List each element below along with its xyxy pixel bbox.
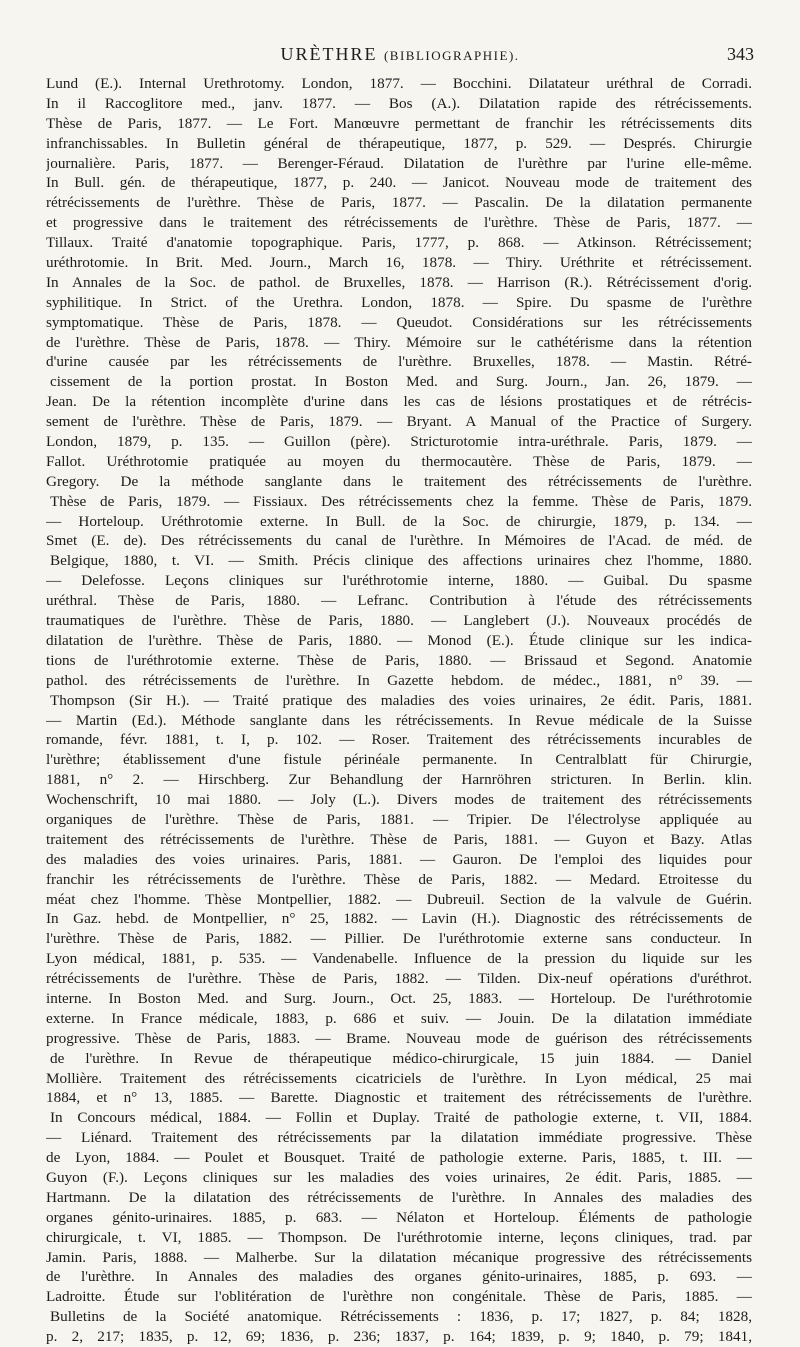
text-line: méat chez l'homme. Thèse Montpellier, 1882. — Dubreuil. Section de la valvule de Guérin. xyxy=(46,890,752,908)
text-line: Jamin. Paris, 1888. — Malherbe. Sur la dilatation mécanique progressive des rétrécissements xyxy=(46,1248,752,1266)
text-line: des maladies des voies urinaires. Paris, 1881. — Gauron. De l'emploi des liquides pour xyxy=(46,850,752,868)
page-number: 343 xyxy=(727,44,754,64)
text-line: Lyon médical, 1881, p. 535. — Vandenabelle. Influence de la pression du liquide sur les xyxy=(46,950,752,968)
text-line: In il Raccoglitore med., janv. 1877. — Bos (A.). Dilatation rapide des rétrécissements. xyxy=(46,94,752,112)
text-line: traitement des rétrécissements de l'urèthre. Thèse de Paris, 1881. — Guyon et Bazy. Atlas xyxy=(46,830,752,848)
text-line: 1884, et n° 13, 1885. — Barette. Diagnostic et traitement des rétrécissements de l'urèthre. xyxy=(46,1089,752,1107)
text-line: 1881, n° 2. — Hirschberg. Zur Behandlung der Harnröhren stricturen. In Berlin. klin. xyxy=(46,771,752,789)
text-line: In Bull. gén. de thérapeutique, 1877, p. 240. — Janicot. Nouveau mode de traitement des xyxy=(46,174,752,192)
text-line: uréthrotomie. In Brit. Med. Journ., March 16, 1878. — Thiry. Uréthrite et rétrécissement. xyxy=(46,254,752,272)
text-line: progressive. Thèse de Paris, 1883. — Brame. Nouveau mode de guérison des rétrécissements xyxy=(46,1029,752,1047)
text-line: pathol. des rétrécissements de l'urèthre. In Gazette hebdom. de médec., 1881, n° 39. — xyxy=(46,671,752,689)
text-line: l'urèthre; établissement d'une fistule périnéale permanente. In Centralblatt für Chirurgie, xyxy=(46,751,752,769)
text-line: traumatiques de l'urèthre. Thèse de Paris, 1880. — Langlebert (J.). Nouveaux procédés de xyxy=(46,612,752,630)
text-line: franchir les rétrécissements de l'urèthre. Thèse de Paris, 1882. — Medard. Etroitesse du xyxy=(46,870,752,888)
text-line: Smet (E. de). Des rétrécissements du canal de l'urèthre. In Mémoires de l'Acad. de méd. de xyxy=(46,532,752,550)
text-line: Jean. De la rétention incomplète d'urine dans les cas de lésions prostatiques et de rétrécis- xyxy=(46,393,752,411)
text-line: externe. In France médicale, 1883, p. 686 et suiv. — Jouin. De la dilatation immédiate xyxy=(46,1009,752,1027)
text-line: chirurgicale, t. VI, 1885. — Thompson. De l'uréthrotomie interne, leçons cliniques, trad. par xyxy=(46,1228,752,1246)
text-line: l'urèthre. Thèse de Paris, 1882. — Pillier. De l'uréthrotomie externe sans conducteur. In xyxy=(46,930,752,948)
text-line: — Martin (Ed.). Méthode sanglante dans les rétrécissements. In Revue médicale de la Suisse xyxy=(46,711,752,729)
text-line: syphilitique. In Strict. of the Urethra. London, 1878. — Spire. Du spasme de l'urèthre xyxy=(46,293,752,311)
text-line: Ladroitte. Étude sur l'oblitération de l'urèthre non congénitale. Thèse de Paris, 1885. — xyxy=(46,1288,752,1306)
text-line: romande, févr. 1881, t. I, p. 102. — Roser. Traitement des rétrécissements incurables de xyxy=(46,731,752,749)
text-line: et progressive dans le traitement des rétrécissements de l'urèthre. Thèse de Paris, 1877. — xyxy=(46,214,752,232)
text-line: Lund (E.). Internal Urethrotomy. London, 1877. — Bocchini. Dilatateur uréthral de Corradi. xyxy=(46,75,752,92)
text-line: sement de l'urèthre. Thèse de Paris, 1879. — Bryant. A Manual of the Practice of Surgery. xyxy=(46,413,752,431)
running-title-main: URÈTHRE xyxy=(280,44,378,64)
running-title xyxy=(46,44,754,65)
text-line: rétrécissements de l'urèthre. Thèse de Paris, 1882. — Tilden. Dix-neuf opérations d'uréthrot. xyxy=(46,970,752,988)
running-title-sub: (BIBLIOGRAPHIE). xyxy=(383,48,520,63)
text-line: infranchissables. In Bulletin général de thérapeutique, 1877, p. 529. — Després. Chirurgie xyxy=(46,134,752,152)
text-line: Belgique, 1880, t. VI. — Smith. Précis clinique des affections urinaires chez l'homme, 1880. xyxy=(50,552,752,570)
text-line: Guyon (F.). Leçons cliniques sur les maladies des voies urinaires, 2e édit. Paris, 1885. — xyxy=(46,1168,752,1186)
text-line: In Annales de la Soc. de pathol. de Bruxelles, 1878. — Harrison (R.). Rétrécissement d'orig. xyxy=(46,273,752,291)
text-line: Thèse de Paris, 1877. — Le Fort. Manœuvre permettant de franchir les rétrécissements dits xyxy=(46,114,752,132)
text-line: Bulletins de la Société anatomique. Rétrécissements : 1836, p. 17; 1827, p. 84; 1828, xyxy=(50,1308,752,1326)
text-line: rétrécissements de l'urèthre. Thèse de Paris, 1877. — Pascalin. De la dilatation permanente xyxy=(46,194,752,212)
text-line: tions de l'uréthrotomie externe. Thèse de Paris, 1880. — Brissaud et Segond. Anatomie xyxy=(46,651,752,669)
text-line: In Concours médical, 1884. — Follin et Duplay. Traité de pathologie externe, t. VII, 1884. xyxy=(50,1109,752,1127)
text-line: — Horteloup. Uréthrotomie externe. In Bull. de la Soc. de chirurgie, 1879, p. 134. — xyxy=(46,512,752,530)
text-line: de Lyon, 1884. — Poulet et Bousquet. Traité de pathologie externe. Paris, 1885, t. III. — xyxy=(46,1149,752,1167)
text-line: dilatation de l'urèthre. Thèse de Paris, 1880. — Monod (E.). Étude clinique sur les indica- xyxy=(46,631,752,649)
text-line: de l'urèthre. Thèse de Paris, 1878. — Thiry. Mémoire sur le cathétérisme dans la rétention xyxy=(46,333,752,351)
bibliography-text xyxy=(46,74,752,1347)
text-line: uréthral. Thèse de Paris, 1880. — Lefranc. Contribution à l'étude des rétrécissements xyxy=(46,592,752,610)
text-line: symptomatique. Thèse de Paris, 1878. — Queudot. Considérations sur les rétrécissements xyxy=(46,313,752,331)
page-header xyxy=(46,40,754,70)
text-line: Mollière. Traitement des rétrécissements cicatriciels de l'urèthre. In Lyon médical, 25 mai xyxy=(46,1069,752,1087)
text-line: de l'urèthre. In Revue de thérapeutique médico-chirurgicale, 15 juin 1884. — Daniel xyxy=(50,1049,752,1067)
text-line: In Gaz. hebd. de Montpellier, n° 25, 1882. — Lavin (H.). Diagnostic des rétrécissements de xyxy=(46,910,752,928)
text-line: Gregory. De la méthode sanglante dans le traitement des rétrécissements de l'urèthre. xyxy=(46,472,752,490)
text-line: — Liénard. Traitement des rétrécissements par la dilatation immédiate progressive. Thèse xyxy=(46,1129,752,1147)
text-line: d'urine causée par les rétrécissements de l'urèthre. Bruxelles, 1878. — Mastin. Rétré- xyxy=(46,353,752,371)
text-line: organes génito-urinaires. 1885, p. 683. — Nélaton et Horteloup. Éléments de pathologie xyxy=(46,1208,752,1226)
text-line: Hartmann. De la dilatation des rétrécissements de l'urèthre. In Annales des maladies des xyxy=(46,1188,752,1206)
text-line: cissement de la portion prostat. In Boston Med. and Surg. Journ., Jan. 26, 1879. — xyxy=(50,373,752,391)
text-line: p. 2, 217; 1835, p. 12, 69; 1836, p. 236; 1837, p. 164; 1839, p. 9; 1840, p. 79; 1841, xyxy=(46,1328,752,1346)
text-line: Thèse de Paris, 1879. — Fissiaux. Des rétrécissements chez la femme. Thèse de Paris, 1879. xyxy=(50,492,752,510)
text-line: London, 1879, p. 135. — Guillon (père). Stricturotomie intra-uréthrale. Paris, 1879. — xyxy=(46,433,752,451)
text-line: Fallot. Uréthrotomie pratiquée au moyen du thermocautère. Thèse de Paris, 1879. — xyxy=(46,452,752,470)
text-line: — Delefosse. Leçons cliniques sur l'uréthrotomie interne, 1880. — Guibal. Du spasme xyxy=(46,572,752,590)
text-line: journalière. Paris, 1877. — Berenger-Féraud. Dilatation de l'urèthre par l'urine elle-même. xyxy=(46,154,752,172)
text-line: interne. In Boston Med. and Surg. Journ., Oct. 25, 1883. — Horteloup. De l'uréthrotomie xyxy=(46,989,752,1007)
text-line: Wochenschrift, 10 mai 1880. — Joly (L.). Divers modes de traitement des rétrécissements xyxy=(46,791,752,809)
text-line: de l'urèthre. In Annales des maladies des organes génito-urinaires, 1885, p. 693. — xyxy=(46,1268,752,1286)
text-line: Thompson (Sir H.). — Traité pratique des maladies des voies urinaires, 2e édit. Paris, 1881. xyxy=(50,691,752,709)
text-line: Tillaux. Traité d'anatomie topographique. Paris, 1777, p. 868. — Atkinson. Rétrécissement; xyxy=(46,234,752,252)
text-line: organiques de l'urèthre. Thèse de Paris, 1881. — Tripier. De l'électrolyse appliquée au xyxy=(46,810,752,828)
